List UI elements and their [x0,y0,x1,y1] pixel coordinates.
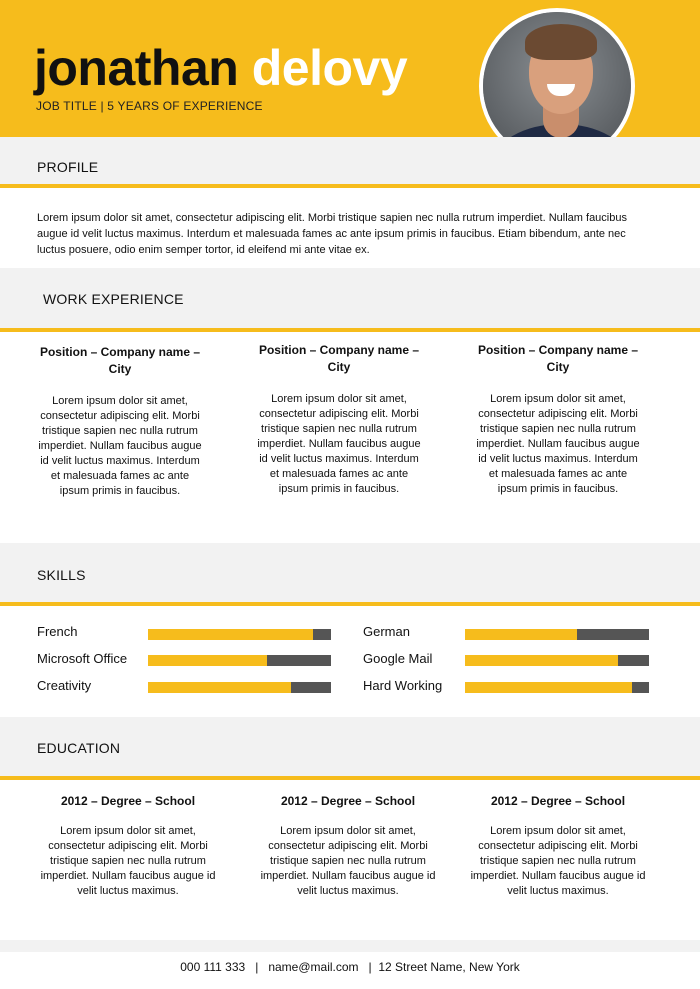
work-rule [0,328,700,332]
skill-label: Google Mail [363,651,433,666]
work-item [35,344,205,499]
skill-label: Hard Working [363,678,443,693]
skill-bar [465,682,649,693]
work-item-body: Lorem ipsum dolor sit amet, consectetur adipiscing elit. Morbi tristique sapien nec nulla rutrum imperdiet. Nullam faucibus augue id velit luctus maximus. Interdum et malesuada fames ac ante ipsum primis in faucibus. [476,393,640,495]
contact-email: name@mail.com [268,960,359,974]
education-item-title: 2012 – Degree – School [490,794,626,808]
education-rule [0,776,700,780]
work-item-title: Position – Company name – City [39,345,201,376]
work-item-body: Lorem ipsum dolor sit amet, consectetur adipiscing elit. Morbi tristique sapien nec nulla rutrum imperdiet. Nullam faucibus augue id velit luctus maximus. Interdum et malesuada fames ac ante ipsum primis in faucibus. [38,395,202,497]
skill-bar-fill [148,629,313,640]
work-item-title: Position – Company name – City [477,343,639,374]
education-item-body: Lorem ipsum dolor sit amet, consectetur adipiscing elit. Morbi tristique sapien nec nulla rutrum imperdiet. Nullam faucibus augue id velit luctus maximus. [470,825,646,897]
candidate-name [34,38,407,98]
work-item [473,342,643,497]
skill-bar-fill [465,682,632,693]
skill-bar-fill [465,655,618,666]
education-item-title: 2012 – Degree – School [60,794,196,808]
work-item [254,342,424,497]
skills-heading: SKILLS [37,567,86,583]
contact-address: 12 Street Name, New York [378,960,520,974]
job-title: JOB TITLE | 5 YEARS OF EXPERIENCE [36,99,263,113]
work-item-title: Position – Company name – City [258,343,420,374]
skill-bar [148,655,331,666]
skill-label: Microsoft Office [37,651,128,666]
education-item [33,793,223,899]
profile-rule [0,184,700,188]
first-name: jonathan [34,40,239,96]
contact-footer: 000 111 333 | name@mail.com | 12 Street Name, New York [180,960,520,974]
skills-rule [0,602,700,606]
education-heading: EDUCATION [37,740,121,756]
profile-heading-band [0,137,700,184]
education-item-body: Lorem ipsum dolor sit amet, consectetur adipiscing elit. Morbi tristique sapien nec nulla rutrum imperdiet. Nullam faucibus augue id velit luctus maximus. [260,825,436,897]
last-name: delovy [251,40,408,96]
contact-phone: 000 111 333 [180,960,246,974]
education-item [463,793,653,899]
skills-heading-band [0,543,700,602]
footer-band [0,940,700,952]
skill-bar-fill [148,655,267,666]
skill-bar [148,629,331,640]
work-heading: WORK EXPERIENCE [43,291,184,307]
work-item-body: Lorem ipsum dolor sit amet, consectetur adipiscing elit. Morbi tristique sapien nec nulla rutrum imperdiet. Nullam faucibus augue id velit luctus maximus. Interdum et malesuada fames ac ante ipsum primis in faucibus. [257,393,421,495]
skill-bar-fill [148,682,291,693]
profile-text: Lorem ipsum dolor sit amet, consectetur adipiscing elit. Morbi tristique sapien nec nulla rutrum imperdiet. Nullam faucibus augue id velit luctus maximus. Interdum et malesuada fames ac ante ipsum primis in faucibus. Etiam bibendum, ante nec luctus posuere, odio enim semper tortor, id eleifend mi ante vitae ex. [37,212,627,256]
education-item [253,793,443,899]
education-item-body: Lorem ipsum dolor sit amet, consectetur adipiscing elit. Morbi tristique sapien nec nulla rutrum imperdiet. Nullam faucibus augue id velit luctus maximus. [40,825,216,897]
skill-label: German [363,624,410,639]
skill-bar [148,682,331,693]
skill-label: Creativity [37,678,92,693]
skill-label: French [37,624,78,639]
skill-bar [465,655,649,666]
skill-bar [465,629,649,640]
skill-bar-fill [465,629,577,640]
profile-heading: PROFILE [37,159,99,175]
education-item-title: 2012 – Degree – School [280,794,416,808]
